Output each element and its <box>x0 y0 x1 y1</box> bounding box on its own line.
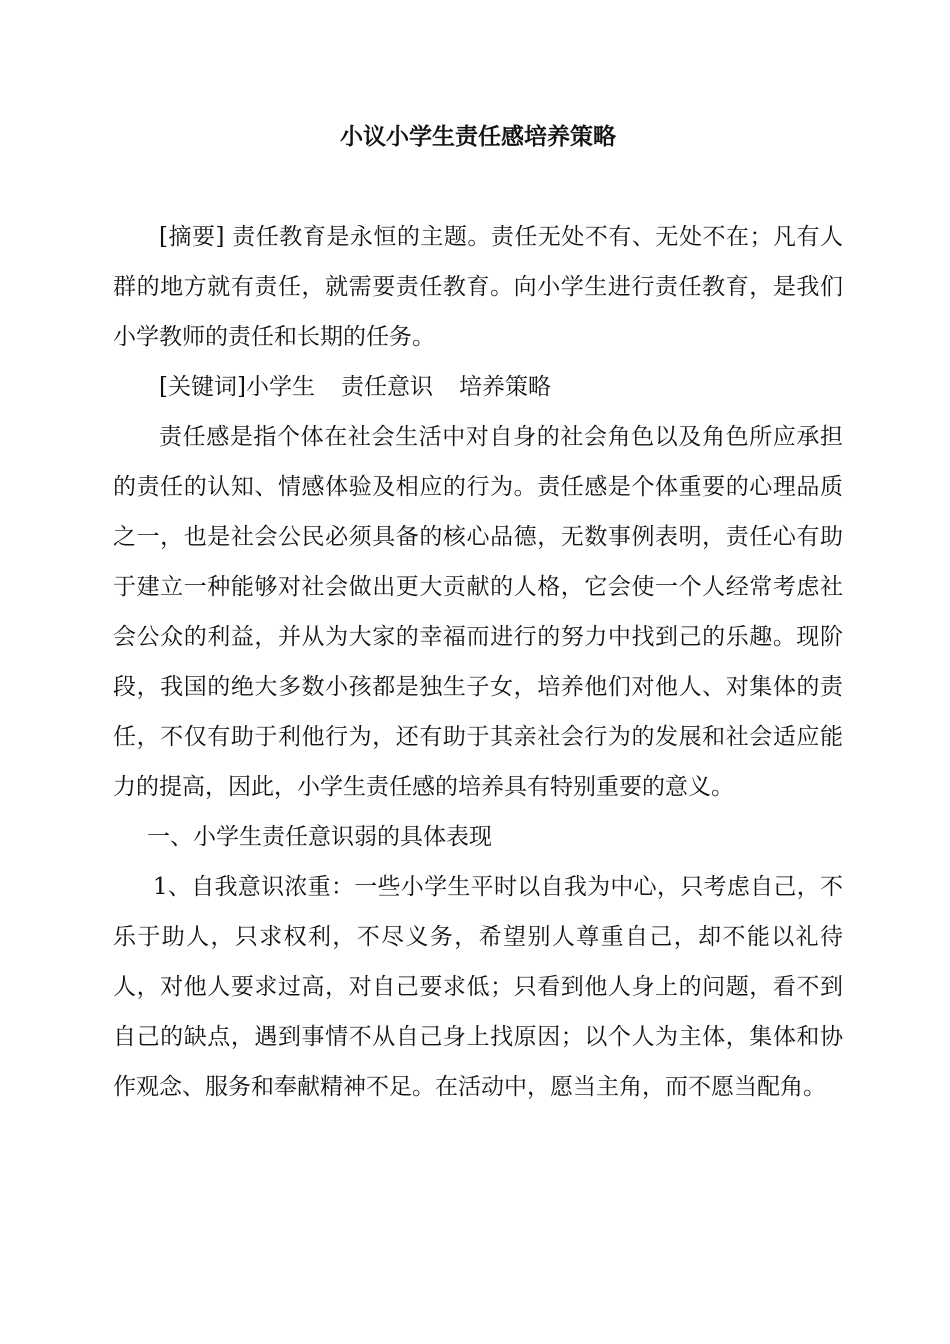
keyword-2: 责任意识 <box>340 374 433 400</box>
section-heading: 一、小学生责任意识弱的具体表现 <box>147 824 492 850</box>
keyword-3: 培养策略 <box>458 374 551 400</box>
point-1-paragraph: 1、自我意识浓重：一些小学生平时以自我为中心，只考虑自己，不乐于助人，只求权利，不尽义务，希望别人尊重自己，却不能以礼待人，对他人要求过高，对自己要求低；只看到他人身上的问题，看不到自己的缺点，遇到事情不从自己身上找原因；以个人为主体，集体和协作观念、服务和奉献精神不足。在活动中，愿当主角，而不愿当配角。 <box>113 874 843 1100</box>
abstract-paragraph: [摘要] 责任教育是永恒的主题。责任无处不有、无处不在；凡有人群的地方就有责任，就需要责任教育。向小学生进行责任教育，是我们小学教师的责任和长期的任务。 <box>113 224 843 350</box>
keywords-label: [关键词] <box>159 374 246 400</box>
document-body <box>113 212 843 1112</box>
intro-paragraph: 责任感是指个体在社会生活中对自身的社会角色以及角色所应承担的责任的认知、情感体验及相应的行为。责任感是个体重要的心理品质之一，也是社会公民必须具备的核心品德，无数事例表明，责任心有助于建立一种能够对社会做出更大贡献的人格，它会使一个人经常考虑社会公众的利益，并从为大家的幸福而进行的努力中找到己的乐趣。现阶段，我国的绝大多数小孩都是独生子女，培养他们对他人、对集体的责任，不仅有助于利他行为，还有助于其亲社会行为的发展和社会适应能力的提高，因此，小学生责任感的培养具有特别重要的意义。 <box>113 424 843 800</box>
keywords-paragraph <box>113 362 843 412</box>
keyword-1: 小学生 <box>245 374 315 400</box>
document-title: 小议小学生责任感培养策略 <box>340 123 616 150</box>
